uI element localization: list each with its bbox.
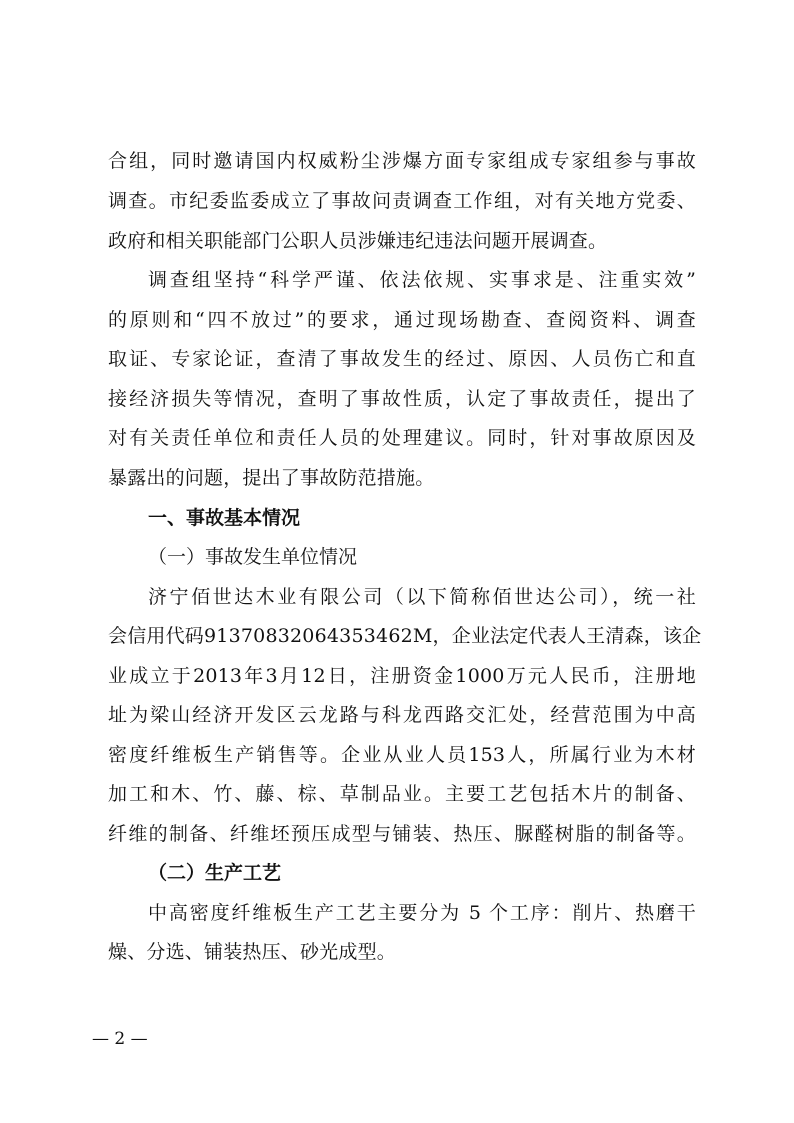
intro-line-3: 政府和相关职能部门公职人员涉嫌违纪违法问题开展调查。 (108, 230, 608, 252)
company-line-7: 纤维的制备、纤维坯预压成型与铺装、热压、脲醛树脂的制备等。 (108, 823, 696, 845)
principles-line-1: 调查组坚持“科学严谨、依法依规、实事求是、注重实效” (148, 269, 696, 291)
company-line-6: 加工和木、竹、藤、棕、草制品业。主要工艺包括木片的制备、 (108, 783, 696, 805)
subsection-heading-1: （一）事故发生单位情况 (148, 546, 358, 568)
company-line-5: 密度纤维板生产销售等。企业从业人员153人，所属行业为木材 (108, 744, 696, 766)
principles-line-5: 对有关责任单位和责任人员的处理建议。同时，针对事故原因及 (108, 427, 696, 449)
company-line-2: 会信用代码91370832064353462M，企业法定代表人王清森，该企 (108, 625, 702, 647)
process-line-1: 中高密度纤维板生产工艺主要分为 5 个工序：削片、热磨干 (148, 902, 696, 924)
company-line-3: 业成立于2013年3月12日，注册资金1000万元人民币，注册地 (108, 665, 696, 687)
intro-line-2: 调查。市纪委监委成立了事故问责调查工作组，对有关地方党委、 (108, 190, 696, 212)
intro-line-1: 合组，同时邀请国内权威粉尘涉爆方面专家组成专家组参与事故 (108, 150, 696, 172)
principles-line-3: 取证、专家论证，查清了事故发生的经过、原因、人员伤亡和直 (108, 348, 696, 370)
principles-line-6: 暴露出的问题，提出了事故防范措施。 (108, 467, 435, 489)
subsection-heading-2: （二）生产工艺 (148, 862, 282, 884)
principles-line-2: 的原则和“四不放过”的要求，通过现场勘查、查阅资料、调查 (108, 309, 696, 331)
company-line-1: 济宁佰世达木业有限公司（以下简称佰世达公司），统一社 (148, 586, 696, 608)
company-line-4: 址为梁山经济开发区云龙路与科龙西路交汇处，经营范围为中高 (108, 704, 696, 726)
section-heading: 一、事故基本情况 (148, 507, 301, 529)
process-line-2: 燥、分选、铺装热压、砂光成型。 (108, 941, 397, 963)
page-number: — 2 — (92, 1029, 148, 1049)
principles-line-4: 接经济损失等情况，查明了事故性质，认定了事故责任，提出了 (108, 388, 696, 410)
